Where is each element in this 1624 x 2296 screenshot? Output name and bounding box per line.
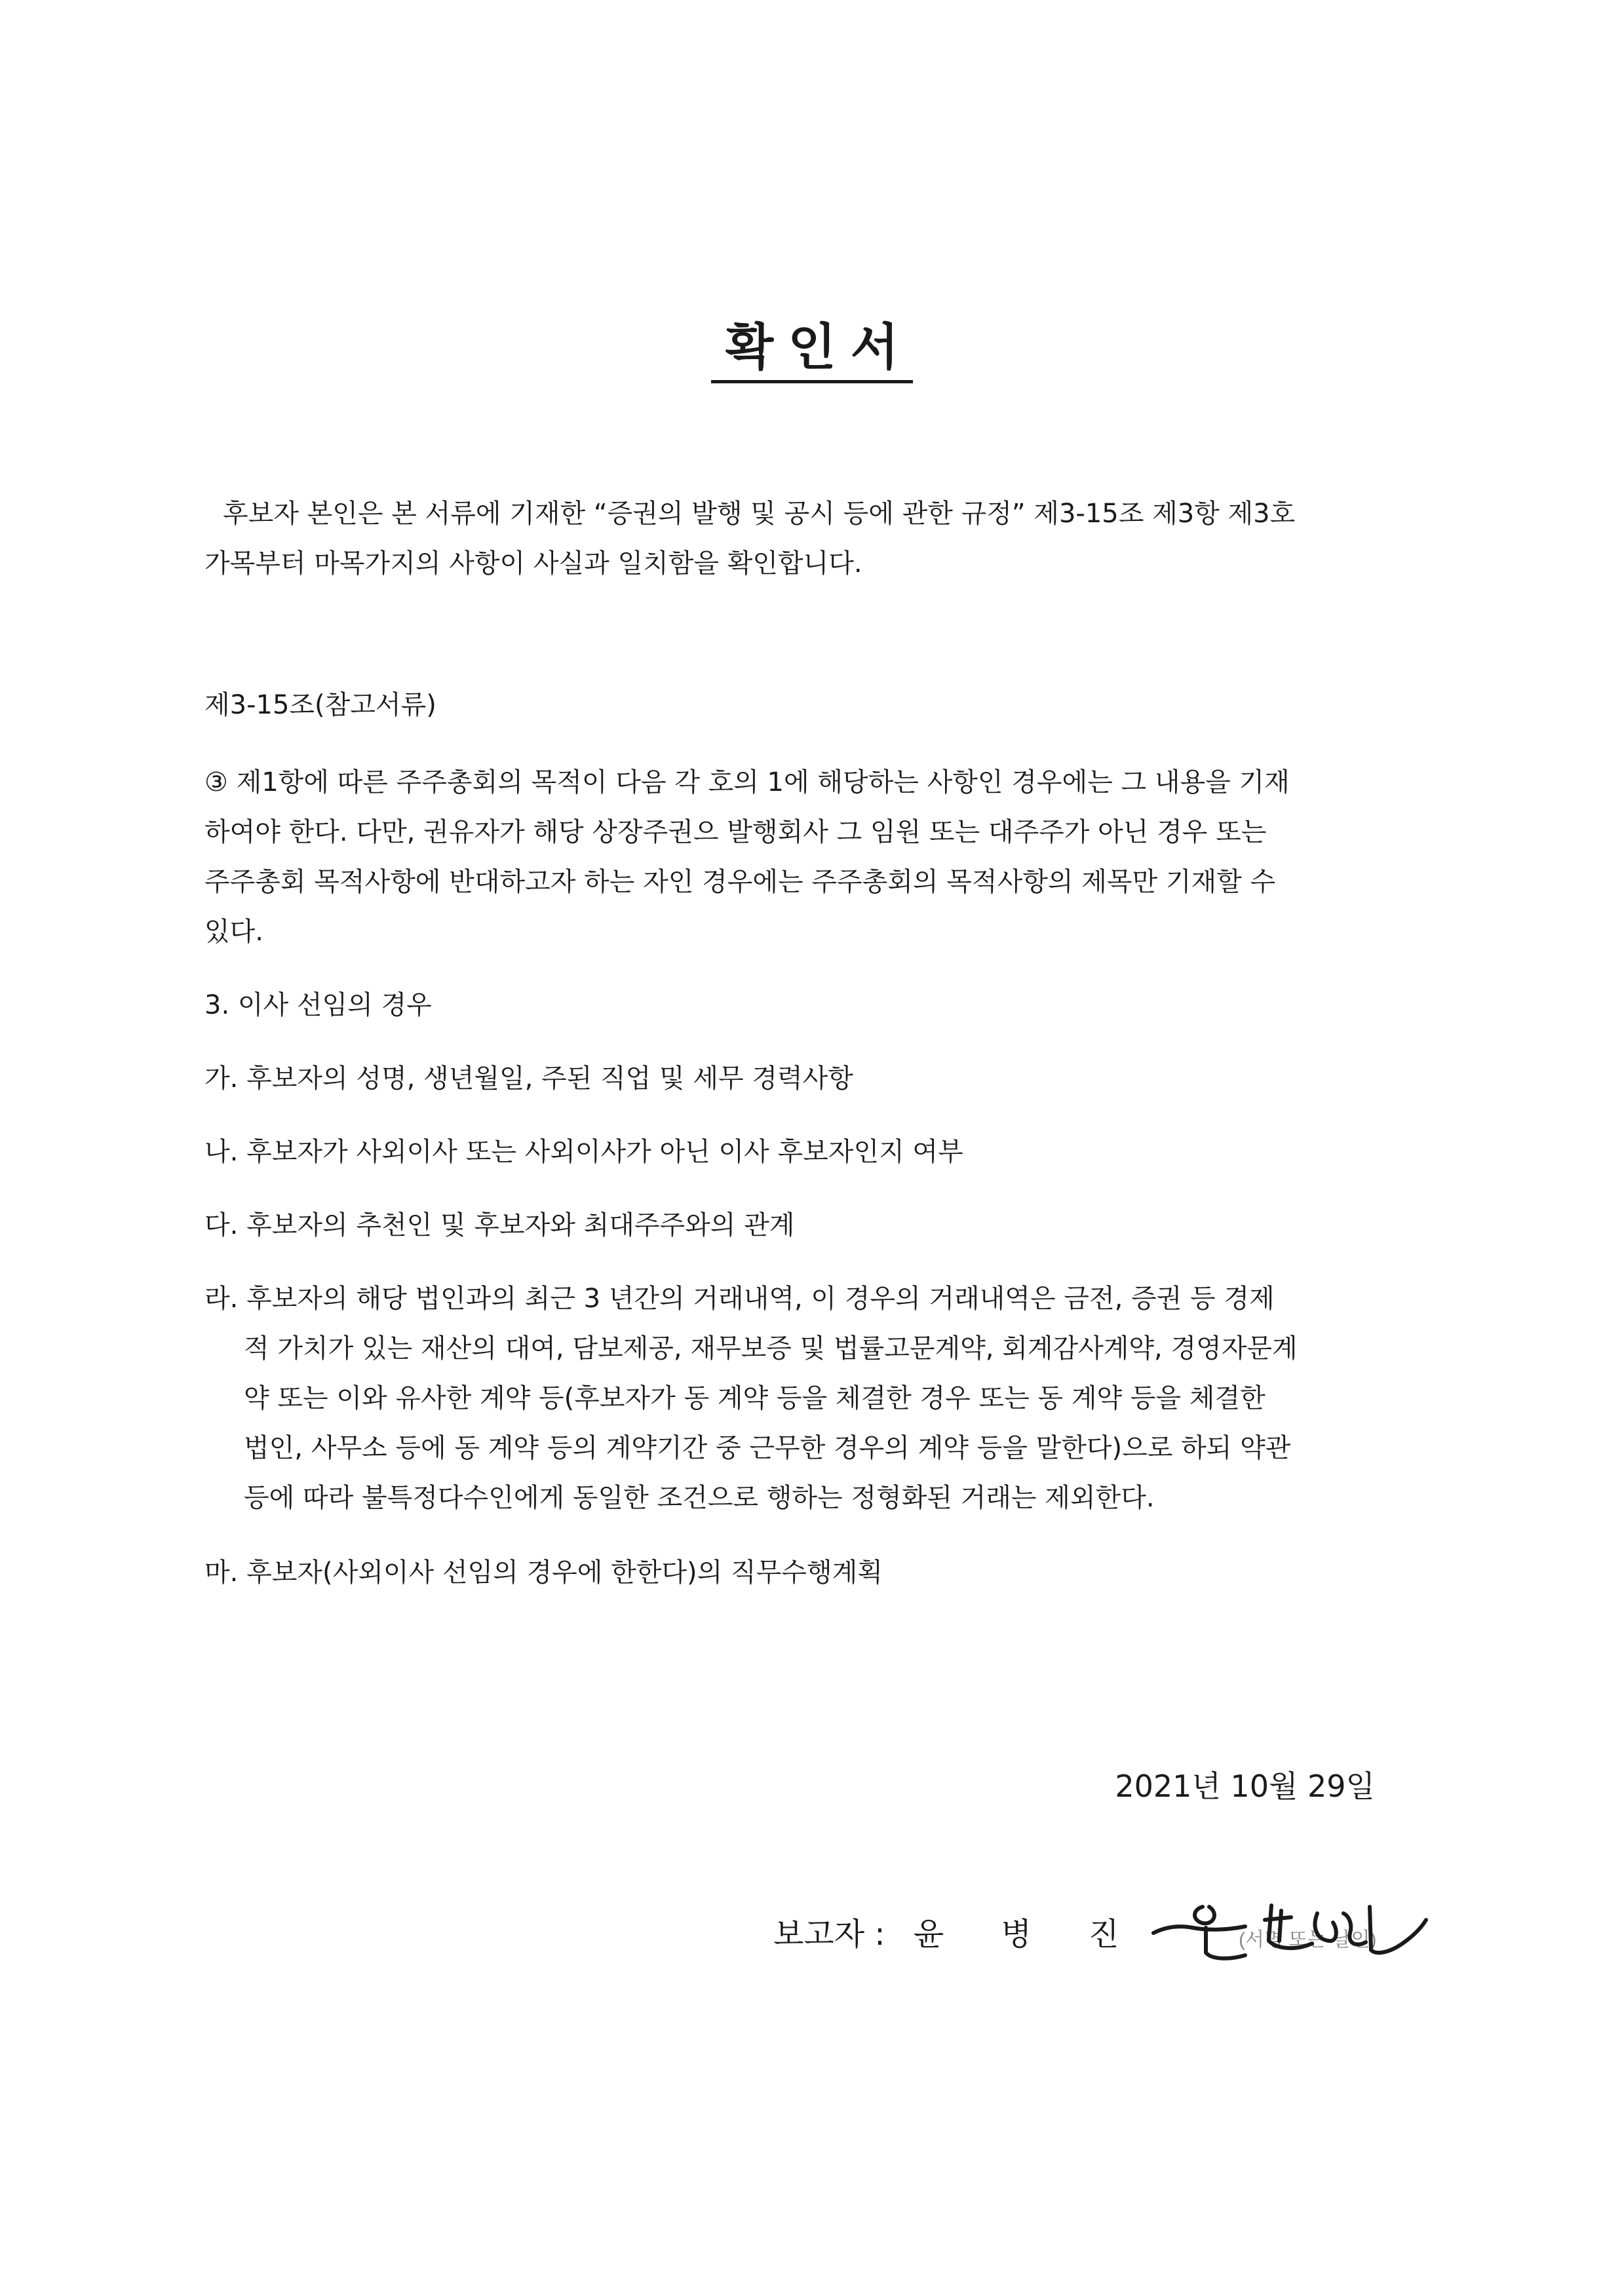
clause-3-line-2: 하여야 한다. 다만, 권유자가 해당 상장주권으 발행회사 그 임원 또는 대주주가 아닌 경우 또는 — [204, 817, 1267, 847]
document-title-text: 확인서 — [711, 318, 913, 383]
document-title — [0, 315, 1624, 380]
article-heading: 제3-15조(참고서류) — [204, 690, 436, 720]
reporter-label: 보고자 : — [773, 1916, 885, 1953]
signature-note: (서명 또는 날인) — [1239, 1929, 1377, 1951]
handwritten-signature — [1140, 1887, 1429, 1979]
item-ra-line-3: 약 또는 이와 유사한 계약 등(후보자가 동 계약 등을 체결한 경우 또는 동 계약 등을 체결한 — [244, 1383, 1266, 1413]
intro-line-1: 후보자 본인은 본 서류에 기재한 “증권의 발행 및 공시 등에 관한 규정” 제3-15조 제3항 제3호 — [223, 499, 1296, 529]
clause-3-line-3: 주주총회 목적사항에 반대하고자 하는 자인 경우에는 주주총회의 목적사항의 제목만 기재할 수 — [204, 867, 1276, 897]
clause-3-line-1: ③ 제1항에 따른 주주총회의 목적이 다음 각 호의 1에 해당하는 사항인 경우에는 그 내용을 기재 — [204, 767, 1290, 797]
item-ra-line-1: 라. 후보자의 해당 법인과의 최근 3 년간의 거래내역, 이 경우의 거래내역은 금전, 증권 등 경제 — [204, 1284, 1275, 1314]
intro-line-2: 가목부터 마목가지의 사항이 사실과 일치함을 확인합니다. — [204, 548, 862, 579]
item-ra-line-2: 적 가치가 있는 재산의 대여, 담보제공, 재무보증 및 법률고문계약, 회계감사계약, 경영자문계 — [244, 1333, 1298, 1364]
item-ra-line-5: 등에 따라 불특정다수인에게 동일한 조건으로 행하는 정형화된 거래는 제외한다. — [244, 1483, 1155, 1513]
item-ga: 가. 후보자의 성명, 생년월일, 주된 직업 및 세무 경력사항 — [204, 1063, 853, 1094]
item-da: 다. 후보자의 추천인 및 후보자와 최대주주와의 관계 — [204, 1210, 795, 1240]
item-3: 3. 이사 선임의 경우 — [204, 990, 432, 1020]
item-ra-line-4: 법인, 사무소 등에 동 계약 등의 계약기간 중 근무한 경우의 계약 등을 말한다)으로 하되 약관 — [244, 1433, 1291, 1463]
clause-3-line-4: 있다. — [204, 917, 263, 947]
reporter — [773, 1908, 1142, 1961]
item-na: 나. 후보자가 사외이사 또는 사외이사가 아닌 이사 후보자인지 여부 — [204, 1137, 963, 1167]
reporter-name: 윤 병 진 — [913, 1916, 1143, 1953]
document-date: 2021년 10월 29일 — [1115, 1769, 1375, 1804]
item-ma: 마. 후보자(사외이사 선임의 경우에 한한다)의 직무수행계획 — [204, 1558, 883, 1588]
